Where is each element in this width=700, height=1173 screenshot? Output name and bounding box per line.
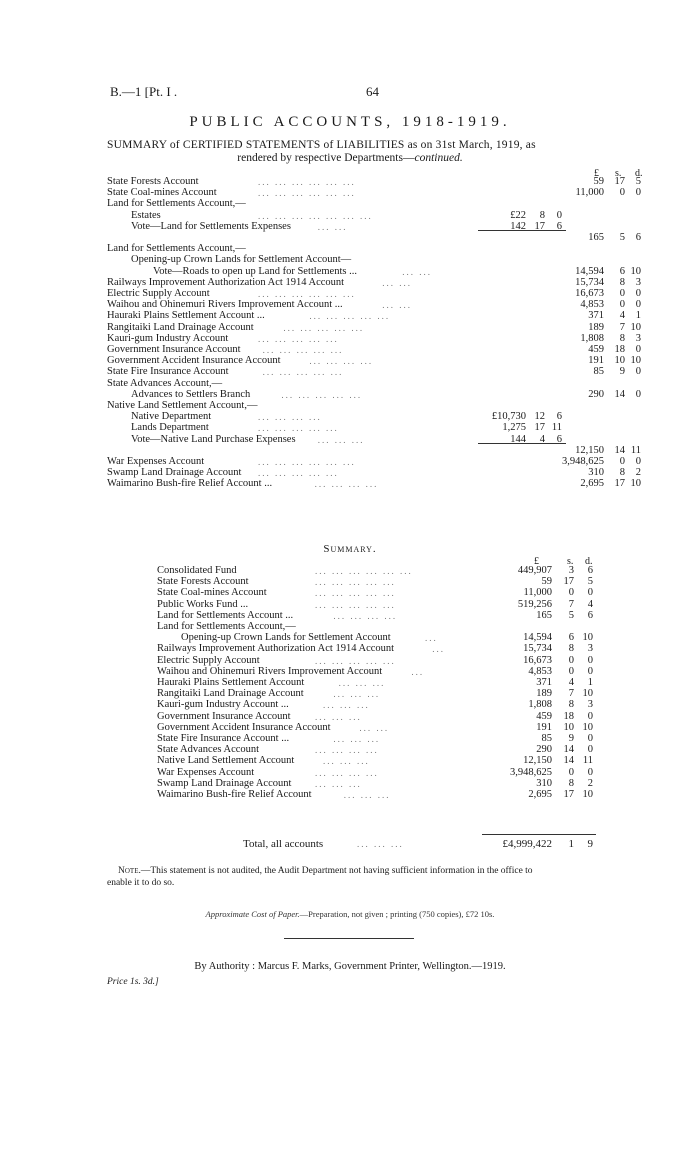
amount-pence: 2 xyxy=(587,777,593,789)
amount-pounds: 310 xyxy=(536,777,552,789)
total-rule xyxy=(482,834,596,835)
amount-pence: 0 xyxy=(635,456,641,467)
amount-pence: 0 xyxy=(587,766,593,778)
amount-shillings: 10 xyxy=(563,721,574,733)
amount-shillings: 0 xyxy=(568,665,574,677)
amount-pence: 5 xyxy=(635,176,641,187)
amount-shillings: 18 xyxy=(614,344,625,355)
summary-currency-pence: d. xyxy=(585,556,593,567)
liability-label: Rangitaiki Land Drainage Account xyxy=(107,321,254,333)
liability-row xyxy=(107,366,647,378)
summary-row xyxy=(157,677,597,689)
amount-pounds: 12,150 xyxy=(523,755,552,767)
liability-row xyxy=(107,221,647,233)
leader-dots: ... ... ... xyxy=(333,734,381,744)
liability-row xyxy=(107,288,647,300)
amount-pounds: 4,853 xyxy=(580,299,604,311)
authority-line: By Authority : Marcus F. Marks, Government Printer, Wellington.—1919. xyxy=(194,961,506,972)
leader-dots: ... ... ... ... ... xyxy=(315,599,396,610)
leader-dots: ... ... ... ... xyxy=(315,745,379,756)
sub-amount-pounds: 1,275 xyxy=(502,422,526,434)
liability-row xyxy=(107,266,647,278)
page-reference: B.—1 [Pt. I . xyxy=(110,84,178,99)
liability-row xyxy=(107,445,647,457)
amount-shillings: 6 xyxy=(619,265,625,277)
total-label: Total, all accounts xyxy=(243,838,324,850)
amount-pounds: 11,000 xyxy=(523,587,552,599)
liability-label: Hauraki Plains Settlement Account ... xyxy=(107,310,265,322)
summary-row xyxy=(157,599,597,611)
amount-pence: 0 xyxy=(587,654,593,666)
amount-shillings: 8 xyxy=(619,276,625,288)
summary-label: State Forests Account xyxy=(157,576,249,588)
liability-row xyxy=(107,434,647,446)
amount-pounds: 85 xyxy=(541,733,552,744)
sub-amount-pence: 6 xyxy=(556,411,562,423)
liability-row xyxy=(107,333,647,345)
summary-label: Electric Supply Account xyxy=(157,654,260,666)
leader-dots: ... ... xyxy=(382,277,412,288)
amount-shillings: 8 xyxy=(619,467,625,479)
note-lead: Note. xyxy=(118,866,141,876)
liability-label: Electric Supply Account xyxy=(107,288,210,299)
amount-pence: 0 xyxy=(635,288,641,299)
amount-shillings: 8 xyxy=(619,332,625,344)
amount-pence: 6 xyxy=(635,232,641,243)
liability-label: Railways Improvement Authorization Act 1914 Account xyxy=(107,276,345,288)
summary-label: Kauri-gum Industry Account ... xyxy=(157,699,289,711)
leader-dots: ... ... ... xyxy=(338,678,386,688)
liability-label: Kauri-gum Industry Account xyxy=(107,332,229,344)
amount-pounds: 290 xyxy=(536,744,552,756)
leader-dots: ... ... ... xyxy=(323,700,370,711)
sub-amount-shillings: 17 xyxy=(534,422,545,434)
total-pence: 9 xyxy=(587,838,593,850)
amount-shillings: 17 xyxy=(614,176,625,187)
amount-pounds: 165 xyxy=(536,609,552,621)
note-paragraph xyxy=(118,866,533,876)
amount-pounds: 449,907 xyxy=(517,565,552,576)
leader-dots: ... ... ... ... ... ... xyxy=(315,566,413,576)
amount-pence: 0 xyxy=(587,710,593,722)
summary-currency-shilling: s. xyxy=(567,556,574,567)
summary-label: State Fire Insurance Account ... xyxy=(157,733,290,744)
amount-pounds: 3,948,625 xyxy=(562,456,604,467)
note-text: —This statement is not audited, the Audit Department not having sufficient information in the office to xyxy=(140,866,533,876)
leader-dots: ... ... ... xyxy=(333,689,381,700)
leader-dots: ... ... ... ... ... xyxy=(309,311,391,322)
summary-row xyxy=(157,778,597,790)
amount-shillings: 5 xyxy=(568,609,574,621)
summary-row xyxy=(157,722,597,734)
amount-pounds: 459 xyxy=(536,710,552,722)
summary-label: Waihou and Ohinemuri Rivers Improvement Account xyxy=(157,665,383,677)
summary-row xyxy=(157,587,597,599)
amount-shillings: 9 xyxy=(619,366,625,378)
amount-shillings: 10 xyxy=(614,355,625,367)
amount-shillings: 7 xyxy=(568,688,574,700)
amount-pounds: 191 xyxy=(536,721,552,733)
summary-label: Government Insurance Account xyxy=(157,710,291,722)
sub-amount-shillings: 17 xyxy=(534,220,545,232)
amount-shillings: 7 xyxy=(568,598,574,610)
amount-pence: 0 xyxy=(587,665,593,677)
subtitle-prefix: rendered by respective Departments— xyxy=(237,152,415,164)
leader-dots: ... ... ... xyxy=(315,711,362,722)
amount-pounds: 4,853 xyxy=(528,665,552,677)
summary-row xyxy=(157,755,597,767)
amount-pounds: 14,594 xyxy=(523,632,552,644)
amount-shillings: 14 xyxy=(563,755,574,767)
amount-pence: 10 xyxy=(582,789,593,800)
summary-label: Land for Settlements Account ... xyxy=(157,609,294,621)
liability-label: Waimarino Bush-fire Relief Account ... xyxy=(107,478,273,490)
cost-rest: —Preparation, not given ; printing (750 copies), £72 10s. xyxy=(299,909,495,919)
leader-dots: ... ... ... ... ... ... xyxy=(258,188,356,199)
summary-currency-pound: £ xyxy=(534,556,539,567)
amount-pounds: 16,673 xyxy=(523,654,552,666)
amount-shillings: 18 xyxy=(563,710,574,722)
summary-label: Government Accident Insurance Account xyxy=(157,721,331,733)
liability-row xyxy=(107,411,647,423)
liability-row xyxy=(107,322,647,334)
sub-amount-pence: 6 xyxy=(556,433,562,445)
summary-row xyxy=(157,632,597,644)
amount-pence: 1 xyxy=(587,677,593,688)
sub-amount-pence: 0 xyxy=(556,209,562,221)
leader-dots: ... ... ... ... ... ... ... xyxy=(258,210,373,221)
summary-label: War Expenses Account xyxy=(157,766,255,778)
amount-pence: 10 xyxy=(630,321,641,333)
sub-amount-pounds: 142 xyxy=(510,220,526,232)
sub-amount-shillings: 4 xyxy=(539,433,545,445)
liability-row xyxy=(107,400,647,412)
leader-dots: ... ... xyxy=(359,722,390,733)
summary-heading: Summary. xyxy=(323,543,377,555)
subtotal-rule xyxy=(478,230,566,231)
leader-dots: ... ... ... ... ... xyxy=(281,389,363,400)
summary-label: State Advances Account xyxy=(157,744,260,756)
liability-row xyxy=(107,355,647,367)
leader-dots: ... ... ... ... ... ... xyxy=(258,457,356,467)
amount-pence: 3 xyxy=(587,699,593,711)
amount-pounds: 189 xyxy=(588,321,604,333)
leader-dots: ... ... ... xyxy=(315,778,362,789)
currency-header-shilling: s. xyxy=(615,168,622,179)
leader-dots: ... ... ... ... ... ... xyxy=(258,289,356,299)
liability-row xyxy=(107,232,647,244)
cost-of-paper-line xyxy=(0,909,700,919)
summary-row xyxy=(157,767,597,779)
amount-pounds: 519,256 xyxy=(517,598,552,610)
currency-header-pound: £ xyxy=(594,168,599,179)
amount-pounds: 290 xyxy=(588,388,604,400)
liability-label: War Expenses Account xyxy=(107,456,205,467)
amount-pence: 0 xyxy=(635,388,641,400)
amount-shillings: 7 xyxy=(619,321,625,333)
amount-pounds: 310 xyxy=(588,467,604,479)
liability-label: Land for Settlements Account,— xyxy=(107,243,246,255)
total-pounds: £4,999,422 xyxy=(502,838,552,850)
liability-label: Government Insurance Account xyxy=(107,344,241,355)
summary-label: Railways Improvement Authorization Act 1914 Account xyxy=(157,643,395,655)
page-number: 64 xyxy=(366,84,379,99)
liability-row xyxy=(107,243,647,255)
amount-pounds: 2,695 xyxy=(580,478,604,490)
liability-label: Government Accident Insurance Account xyxy=(107,355,281,367)
leader-dots: ... ... ... ... ... xyxy=(262,367,344,378)
amount-shillings: 0 xyxy=(568,587,574,599)
liability-label: Opening-up Crown Lands for Settlement Account— xyxy=(131,254,352,266)
total-shillings: 1 xyxy=(568,838,574,850)
amount-pounds: 85 xyxy=(593,366,604,378)
sub-amount-shillings: 12 xyxy=(534,411,545,423)
leader-dots: ... ... ... ... ... ... xyxy=(258,177,356,187)
leader-dots: ... ... ... xyxy=(357,839,404,849)
amount-pence: 11 xyxy=(582,755,593,767)
amount-pounds: 3,948,625 xyxy=(510,766,552,778)
leader-dots: ... ... xyxy=(317,221,348,232)
leader-dots: ... xyxy=(432,644,445,655)
amount-pence: 10 xyxy=(582,632,593,644)
amount-pence: 11 xyxy=(630,444,641,456)
liability-label: Waihou and Ohinemuri Rivers Improvement Account ... xyxy=(107,299,343,311)
amount-pence: 0 xyxy=(635,299,641,311)
amount-pence: 0 xyxy=(587,733,593,744)
amount-shillings: 17 xyxy=(563,789,574,800)
leader-dots: ... ... ... ... xyxy=(314,479,379,490)
subtitle-continued: continued. xyxy=(414,152,463,164)
liability-row xyxy=(107,299,647,311)
liability-row xyxy=(107,422,647,434)
summary-label: Native Land Settlement Account xyxy=(157,755,295,767)
amount-pounds: 14,594 xyxy=(575,265,604,277)
liability-row xyxy=(107,456,647,468)
liability-row xyxy=(107,198,647,210)
liability-label: State Forests Account xyxy=(107,176,199,187)
leader-dots: ... ... ... ... ... xyxy=(283,322,365,333)
summary-label: Waimarino Bush-fire Relief Account xyxy=(157,789,312,800)
summary-row xyxy=(157,621,597,633)
document-subtitle-line2 xyxy=(0,152,700,164)
amount-shillings: 3 xyxy=(568,565,574,576)
liability-row xyxy=(107,277,647,289)
amount-pounds: 11,000 xyxy=(575,187,604,199)
amount-pounds: 371 xyxy=(588,310,604,322)
leader-dots: ... ... ... ... xyxy=(258,412,322,423)
summary-label: State Coal-mines Account xyxy=(157,587,267,599)
summary-label: Public Works Fund ... xyxy=(157,598,249,610)
summary-row xyxy=(157,688,597,700)
leader-dots: ... ... ... xyxy=(323,756,370,767)
leader-dots: ... ... ... ... ... xyxy=(262,345,344,355)
summary-row xyxy=(157,733,597,745)
amount-pence: 10 xyxy=(630,355,641,367)
amount-shillings: 4 xyxy=(619,310,625,322)
amount-shillings: 0 xyxy=(568,654,574,666)
amount-pence: 2 xyxy=(635,467,641,479)
leader-dots: ... ... ... ... xyxy=(309,356,374,367)
summary-label: Land for Settlements Account,— xyxy=(157,621,296,632)
liability-label: Native Land Settlement Account,— xyxy=(107,400,258,411)
document-title: PUBLIC ACCOUNTS, 1918-1919. xyxy=(189,114,511,130)
amount-pounds: 191 xyxy=(588,355,604,367)
amount-shillings: 8 xyxy=(568,777,574,789)
amount-shillings: 14 xyxy=(614,388,625,400)
summary-label: Swamp Land Drainage Account xyxy=(157,777,292,789)
summary-row xyxy=(157,655,597,667)
cost-italic: Approximate Cost of Paper. xyxy=(205,909,300,919)
amount-shillings: 4 xyxy=(568,677,574,688)
amount-pence: 5 xyxy=(587,576,593,588)
summary-row xyxy=(157,610,597,622)
liability-row xyxy=(107,389,647,401)
liability-row xyxy=(107,254,647,266)
amount-pence: 0 xyxy=(635,366,641,378)
amount-pounds: 59 xyxy=(593,176,604,187)
amount-pence: 0 xyxy=(587,587,593,599)
amount-pounds: 15,734 xyxy=(523,643,552,655)
leader-dots: ... ... xyxy=(402,266,432,277)
amount-pence: 10 xyxy=(582,721,593,733)
summary-label: Hauraki Plains Settlement Account xyxy=(157,677,305,688)
amount-pounds: 165 xyxy=(588,232,604,243)
summary-row xyxy=(157,699,597,711)
liability-label: Native Department xyxy=(131,411,212,423)
leader-dots: ... ... ... ... ... xyxy=(258,333,339,344)
liability-row xyxy=(107,344,647,356)
sub-amount-shillings: 8 xyxy=(539,209,545,221)
leader-dots: ... ... ... ... xyxy=(333,610,398,621)
currency-header-pence: d. xyxy=(635,168,643,179)
liability-label: Advances to Settlers Branch xyxy=(131,388,251,400)
summary-row xyxy=(157,789,597,801)
document-subtitle: SUMMARY of CERTIFIED STATEMENTS of LIABILITIES as on 31st March, 1919, as xyxy=(107,139,536,151)
amount-pence: 0 xyxy=(635,344,641,355)
amount-shillings: 14 xyxy=(563,744,574,756)
liability-row xyxy=(107,467,647,479)
summary-label: Opening-up Crown Lands for Settlement Account xyxy=(181,632,391,644)
amount-shillings: 14 xyxy=(614,444,625,456)
amount-shillings: 17 xyxy=(614,478,625,490)
amount-shillings: 17 xyxy=(563,576,574,588)
amount-pence: 10 xyxy=(582,688,593,700)
leader-dots: ... ... ... ... ... xyxy=(258,468,339,479)
liability-row xyxy=(107,176,647,188)
amount-pence: 1 xyxy=(635,310,641,322)
liability-row xyxy=(107,210,647,222)
liability-label: Vote—Land for Settlements Expenses xyxy=(131,220,291,232)
sub-amount-pounds: £10,730 xyxy=(491,411,526,423)
liability-label: Estates xyxy=(131,209,161,221)
summary-row xyxy=(157,744,597,756)
amount-pence: 4 xyxy=(587,598,593,610)
leader-dots: ... xyxy=(425,633,438,644)
liability-label: Lands Department xyxy=(131,422,209,434)
amount-shillings: 5 xyxy=(619,232,625,243)
liability-row xyxy=(107,187,647,199)
summary-total xyxy=(157,838,597,850)
amount-pounds: 15,734 xyxy=(575,276,604,288)
amount-pounds: 16,673 xyxy=(575,288,604,299)
sub-amount-pounds: £22 xyxy=(510,209,526,221)
amount-pounds: 371 xyxy=(536,677,552,688)
liability-row xyxy=(107,310,647,322)
amount-pounds: 189 xyxy=(536,688,552,700)
amount-shillings: 0 xyxy=(619,299,625,311)
price-line: Price 1s. 3d.] xyxy=(107,977,159,987)
leader-dots: ... ... xyxy=(382,300,412,311)
liability-row xyxy=(107,478,647,490)
leader-dots: ... ... ... ... xyxy=(315,767,379,778)
summary-label: Consolidated Fund xyxy=(157,565,237,576)
leader-dots: ... ... ... xyxy=(343,790,391,800)
amount-pence: 10 xyxy=(630,478,641,490)
liability-label: Land for Settlements Account,— xyxy=(107,198,246,210)
amount-pence: 3 xyxy=(635,332,641,344)
leader-dots: ... ... ... ... ... xyxy=(315,588,396,599)
amount-shillings: 9 xyxy=(568,733,574,744)
amount-pence: 0 xyxy=(587,744,593,756)
liability-label: Vote—Native Land Purchase Expenses xyxy=(131,433,296,445)
sub-amount-pence: 11 xyxy=(551,422,562,434)
leader-dots: ... ... ... xyxy=(317,434,365,445)
leader-dots: ... ... ... ... ... xyxy=(315,655,396,666)
liability-label: State Coal-mines Account xyxy=(107,187,217,199)
amount-shillings: 6 xyxy=(568,632,574,644)
amount-pence: 6 xyxy=(587,609,593,621)
liability-row xyxy=(107,378,647,390)
summary-row xyxy=(157,666,597,678)
leader-dots: ... ... ... ... ... xyxy=(258,423,339,434)
amount-pounds: 1,808 xyxy=(528,699,552,711)
leader-dots: ... xyxy=(411,666,425,677)
amount-pence: 3 xyxy=(635,276,641,288)
amount-shillings: 8 xyxy=(568,699,574,711)
summary-row xyxy=(157,711,597,723)
summary-label: Rangitaiki Land Drainage Account xyxy=(157,688,304,700)
amount-shillings: 0 xyxy=(568,766,574,778)
summary-row xyxy=(157,565,597,577)
amount-pounds: 2,695 xyxy=(528,789,552,800)
leader-dots: ... ... ... ... ... xyxy=(315,577,396,588)
amount-pounds: 1,808 xyxy=(580,332,604,344)
liability-label: Swamp Land Drainage Account xyxy=(107,467,242,479)
note-paragraph-line2: enable it to do so. xyxy=(107,878,175,888)
summary-row xyxy=(157,643,597,655)
amount-pounds: 459 xyxy=(588,344,604,355)
footer-divider xyxy=(284,938,414,939)
sub-amount-pence: 6 xyxy=(556,220,562,232)
amount-pence: 10 xyxy=(630,265,641,277)
liability-label: State Fire Insurance Account xyxy=(107,366,229,378)
amount-shillings: 0 xyxy=(619,456,625,467)
liability-label: Vote—Roads to open up Land for Settlements ... xyxy=(153,265,357,277)
amount-pounds: 12,150 xyxy=(575,444,604,456)
sub-amount-pounds: 144 xyxy=(510,433,526,445)
amount-pence: 0 xyxy=(635,187,641,199)
subtotal-rule xyxy=(478,443,566,444)
amount-shillings: 0 xyxy=(619,187,625,199)
summary-row xyxy=(157,576,597,588)
amount-pence: 6 xyxy=(587,565,593,576)
amount-pounds: 59 xyxy=(541,576,552,588)
amount-pence: 3 xyxy=(587,643,593,655)
amount-shillings: 8 xyxy=(568,643,574,655)
amount-shillings: 0 xyxy=(619,288,625,299)
liability-label: State Advances Account,— xyxy=(107,377,223,389)
